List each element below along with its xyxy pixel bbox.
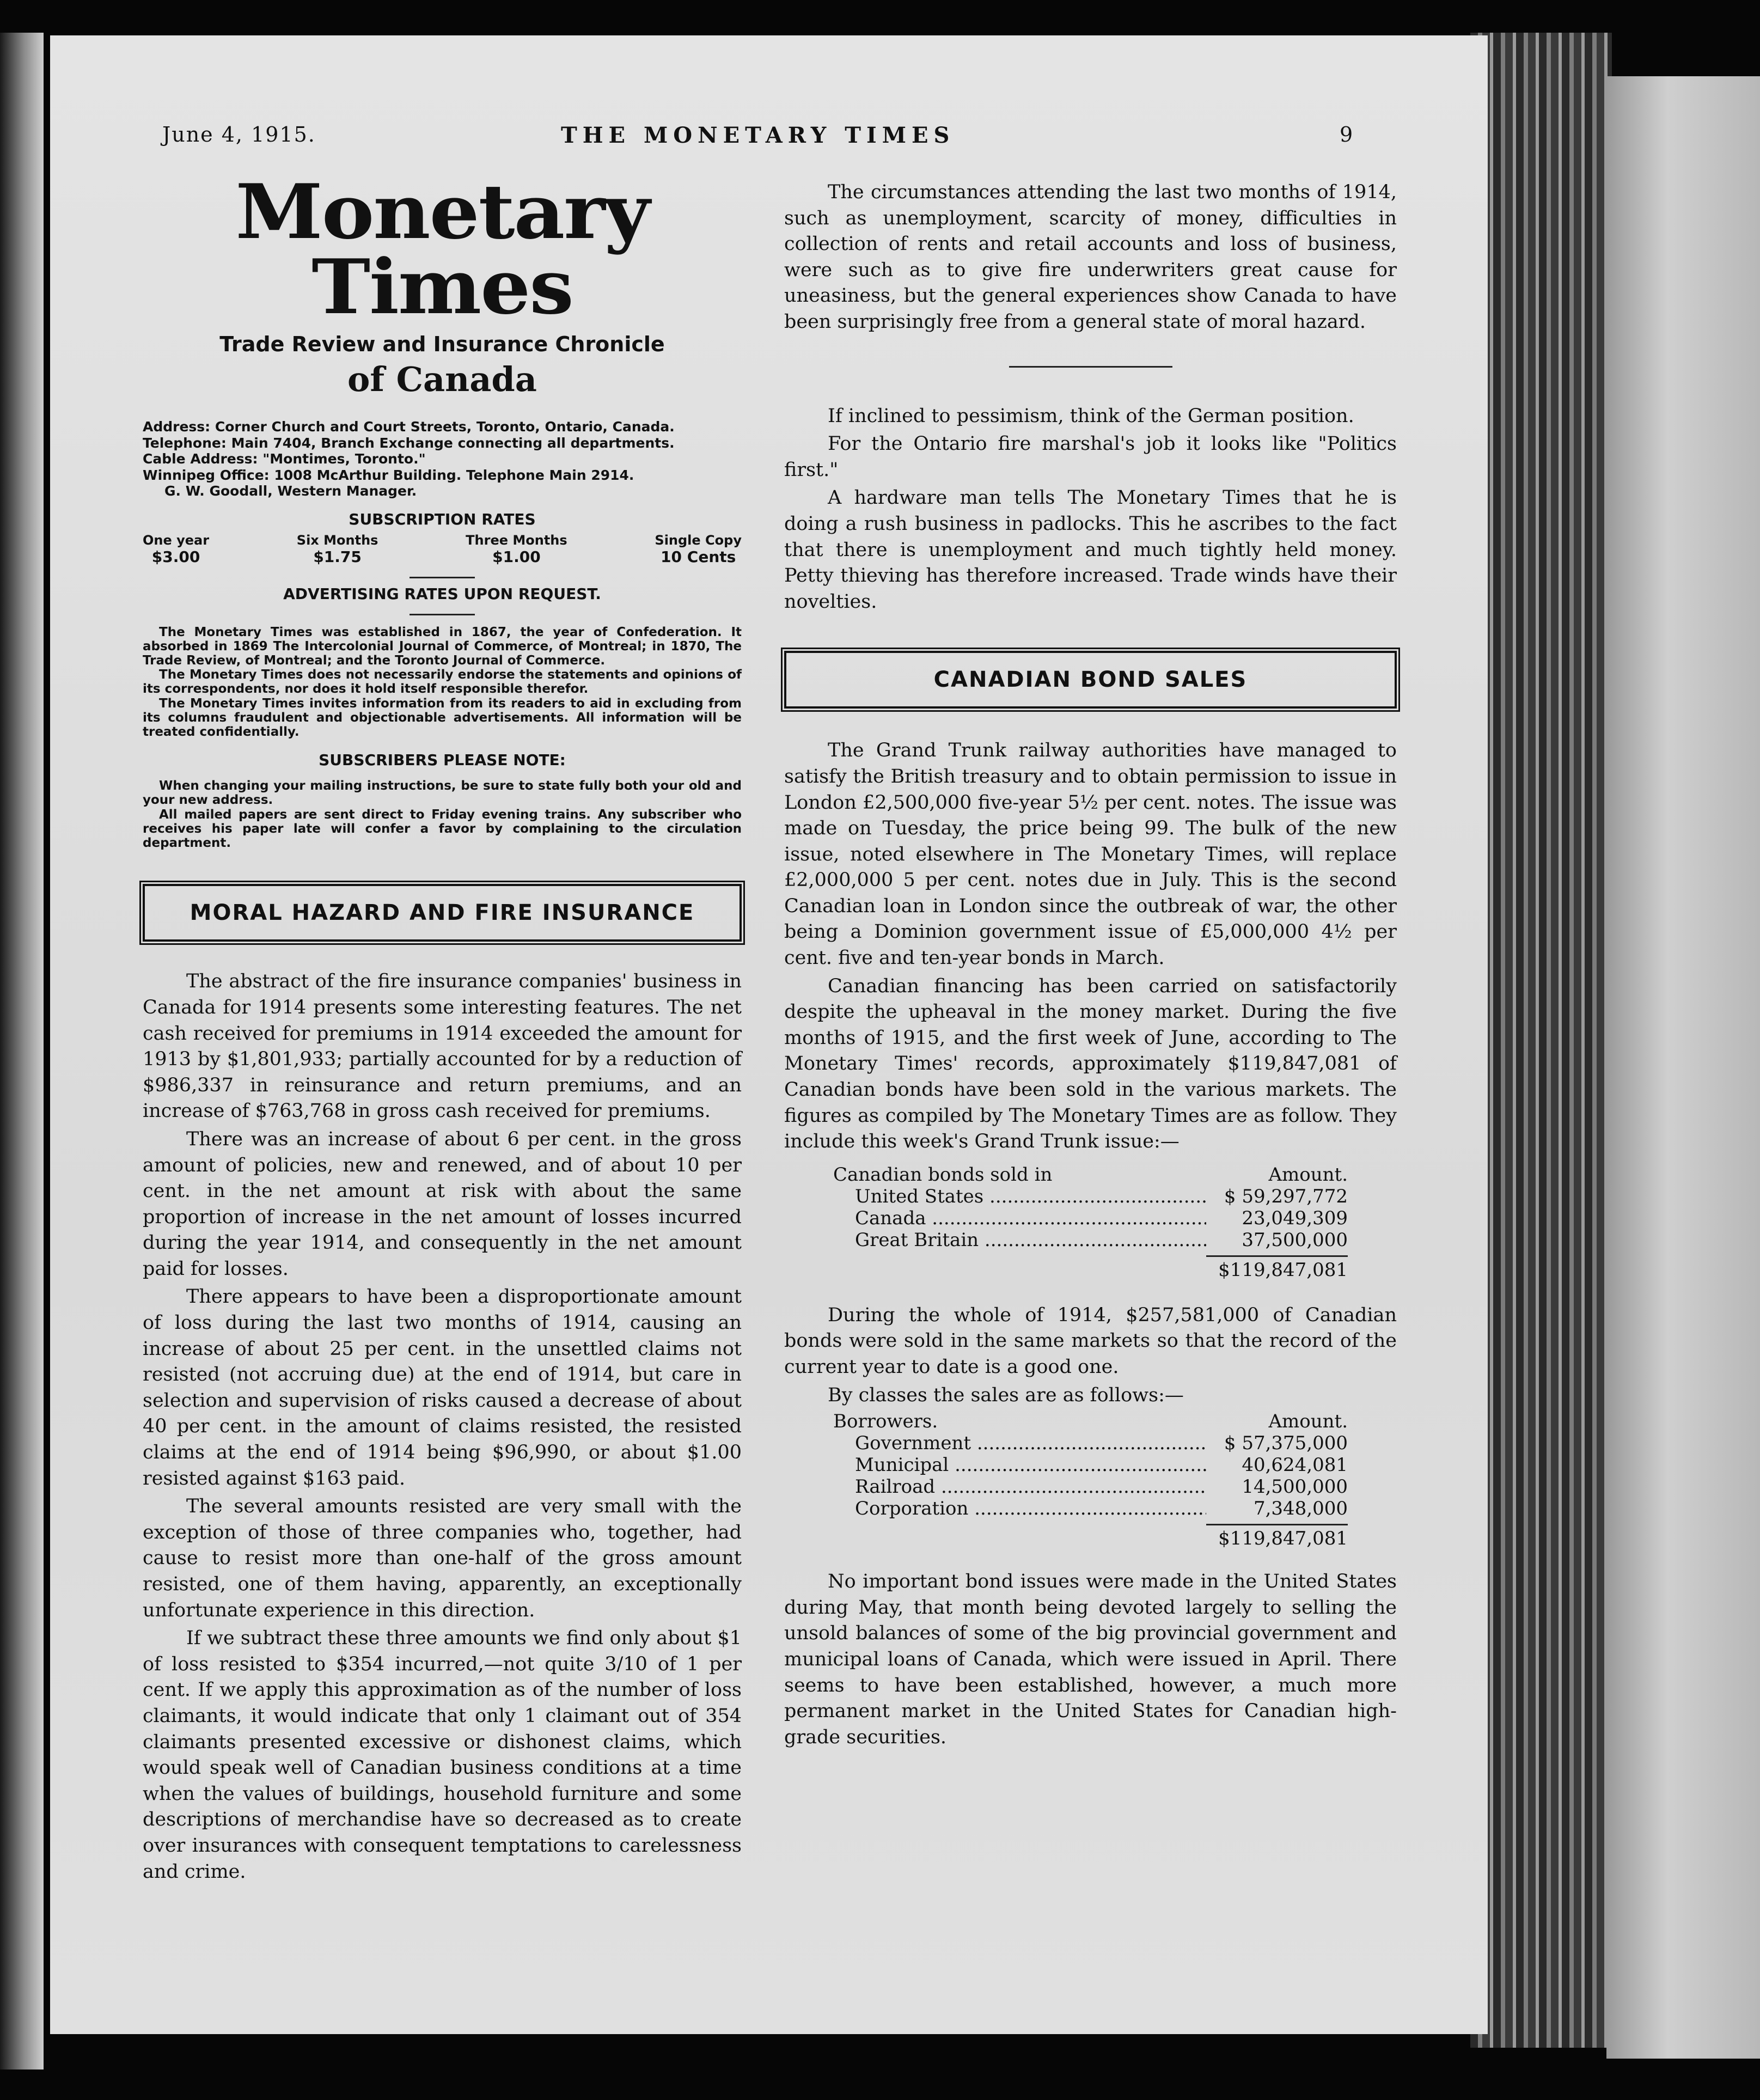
article-paragraph: By classes the sales are as follows:— <box>828 1384 1184 1406</box>
rate-single-copy: Single Copy 10 Cents <box>655 532 742 566</box>
rate-six-months: Six Months $1.75 <box>296 532 378 566</box>
sum-rule <box>1206 1255 1348 1257</box>
facing-page-edge <box>1606 76 1760 2059</box>
moral-hazard-heading: MORAL HAZARD AND FIRE INSURANCE <box>143 884 742 942</box>
article-paragraph: There appears to have been a disproportionate amount of loss during the last two months of 1914, causing an increase of about 25 per cent. in the unsettled claims not resisted (not accruing due) at the end of 1914, but care in selection and supervision of risks caused a decrease of about 40 per cent. in the amount of claims resisted, the resisted claims at the end of 1914 being $96,990, or about $1.00 resisted against $163 paid. <box>143 1286 742 1489</box>
page-stack-edges <box>1470 33 1612 2048</box>
divider <box>410 614 475 615</box>
divider <box>410 577 475 578</box>
bonds-by-market-table <box>784 1164 1397 1281</box>
masthead-subtitle: Trade Review and Insurance Chronicle <box>219 332 665 356</box>
rate-one-year: One year $3.00 <box>143 532 210 566</box>
divider <box>1009 366 1172 368</box>
running-title: THE MONETARY TIMES <box>561 123 955 148</box>
article-paragraph: The abstract of the fire insurance companies' business in Canada for 1914 presents some interesting features. The net cash received for premiums in 1914 exceeded the amount for 1913 by $1,801,933; partially accounted for by a reduction of $986,337 in reinsurance and return premiums, and an increase of $763,768 in gross cash received for premiums. <box>143 970 742 1122</box>
table-row: Canada ..... 23,049,309 <box>784 1207 1397 1229</box>
editorial-note: For the Ontario fire marshal's job it looks like "Politics first." <box>784 433 1397 481</box>
article-paragraph: Canadian financing has been carried on satisfactorily despite the upheaval in the money market. During the five months of 1915, and the first week of June, according to The Monetary Times' records, approximately $119,847,081 of Canadian bonds have been sold in the various markets. The figures as compiled by The Monetary Times are as follow. They include this week's Grand Trunk issue:— <box>784 975 1397 1153</box>
table-row: Great Britain ..... 37,500,000 <box>784 1229 1397 1251</box>
table-row: Railroad ..... 14,500,000 <box>784 1476 1397 1498</box>
winnipeg-line: Winnipeg Office: 1008 McArthur Building. Telephone Main 2914. <box>143 467 634 483</box>
subscribers-notice: When changing your mailing instructions, be sure to state fully both your old and your new address. All mailed papers are sent direct to Friday evening trains. Any subscriber who receives his paper late will confer a favor by complaining to the circulation department. <box>143 779 742 851</box>
bond-sales-heading: CANADIAN BOND SALES <box>784 651 1397 709</box>
masthead <box>143 167 742 399</box>
sum-rule <box>1206 1524 1348 1525</box>
address-line: Address: Corner Church and Court Streets, Toronto, Ontario, Canada. <box>143 419 675 435</box>
page-number: 9 <box>1340 123 1354 146</box>
cable-line: Cable Address: "Montimes, Toronto." <box>143 451 426 467</box>
table-row: Corporation ..... 7,348,000 <box>784 1498 1397 1519</box>
subscription-rates <box>143 533 742 566</box>
masthead-title: Monetary Times <box>235 167 649 331</box>
table-row: Municipal ..... 40,624,081 <box>784 1454 1397 1476</box>
right-column <box>784 180 1397 1750</box>
table-row: Government ..... $ 57,375,000 <box>784 1432 1397 1454</box>
telephone-line: Telephone: Main 7404, Branch Exchange connecting all departments. <box>143 435 675 451</box>
article-paragraph: The Grand Trunk railway authorities have managed to satisfy the British treasury and to obtain permission to issue in London £2,500,000 five-year 5½ per cent. notes. The issue was made on Tuesday, the price being 99. The bulk of the new issue, noted elsewhere in The Monetary Times, will replace £2,000,000 5 per cent. notes due in July. This is the second Canadian loan in London since the outbreak of war, the other being a Dominion government issue of £5,000,000 4½ per cent. five and ten-year bonds in March. <box>784 740 1397 969</box>
article-paragraph: No important bond issues were made in the United States during May, that month being devoted largely to selling the unsold balances of some of the big provincial government and municipal loans of Canada, which were issued in April. There seems to have been established, however, a much more permanent market in the United States for Canadian high-grade securities. <box>784 1571 1397 1748</box>
masthead-of-canada: of Canada <box>347 359 537 399</box>
left-column <box>143 167 742 1885</box>
rate-three-months: Three Months $1.00 <box>466 532 567 566</box>
left-binding-edge <box>0 33 44 2070</box>
subscription-heading: SUBSCRIPTION RATES <box>349 510 536 528</box>
table-header: Canadian bonds sold in Amount. <box>833 1163 1348 1186</box>
article-paragraph: The circumstances attending the last two months of 1914, such as unemployment, scarcity of money, difficulties in collection of rents and retail accounts and loss of business, were such as to give fire underwriters great cause for uneasiness, but the general experiences show Canada to have been surprisingly free from a general state of moral hazard. <box>784 181 1397 333</box>
editorial-note: If inclined to pessimism, think of the German position. <box>828 405 1354 427</box>
bond-sales-article <box>784 738 1397 1750</box>
table-total: $119,847,081 <box>1218 1528 1348 1550</box>
article-paragraph: There was an increase of about 6 per cent. in the gross amount of policies, new and renewed, and of about 10 per cent. in the net amount at risk with about the same proportion of increase in the net amount of losses incurred during the year 1914, and consequently in the net amount paid for losses. <box>143 1128 742 1280</box>
article-paragraph: During the whole of 1914, $257,581,000 of Canadian bonds were sold in the same markets so that the record of the current year to date is a good one. <box>784 1304 1397 1378</box>
issue-date: June 4, 1915. <box>162 123 316 146</box>
article-paragraph: If we subtract these three amounts we find only about $1 of loss resisted to $354 incurred,—not quite 3/10 of 1 per cent. If we apply this approximation as of the number of loss claimants, it would indicate that only 1 claimant out of 354 claimants presented excessive or dishonest claims, which would speak well of Canadian business conditions at a time when the values of buildings, household furniture and some descriptions of merchandise have so decreased as to create over insurances with consequent temptations to carelessness and crime. <box>143 1627 742 1883</box>
history-notice: The Monetary Times was established in 1867, the year of Confederation. It absorbed in 1869 The Intercolonial Journal of Commerce, of Montreal; in 1870, The Trade Review, of Montreal; and the Toronto Journal of Commerce. The Monetary Times does not necessarily endorse the statements and opinions of its correspondents, nor does it hold itself responsible therefor. The Monetary Times invites information from its readers to aid in excluding from its columns fraudulent and objectionable advertisements. All information will be treated confidentially. <box>143 625 742 740</box>
subscribers-heading: SUBSCRIBERS PLEASE NOTE: <box>319 751 566 770</box>
table-row: United States ..... $ 59,297,772 <box>784 1186 1397 1207</box>
bonds-by-class-table <box>784 1411 1397 1549</box>
article-paragraph: The several amounts resisted are very small with the exception of those of three companies who, together, had cause to resist more than one-half of the gross amount resisted, one of them having, apparently, an exceptionally unfortunate experience in this direction. <box>143 1495 742 1621</box>
table-total: $119,847,081 <box>1218 1259 1348 1281</box>
editorial-note: A hardware man tells The Monetary Times that he is doing a rush business in padlocks. This he ascribes to the fact that there is unemployment and much tightly held money. Petty thieving has therefore increased. Trade winds have their novelties. <box>784 487 1397 613</box>
manager-line: G. W. Goodall, Western Manager. <box>164 483 417 499</box>
contact-block <box>143 419 742 499</box>
advertising-heading: ADVERTISING RATES UPON REQUEST. <box>283 584 601 603</box>
table-header: Borrowers. Amount. <box>833 1411 1348 1433</box>
moral-hazard-article <box>143 969 742 1885</box>
